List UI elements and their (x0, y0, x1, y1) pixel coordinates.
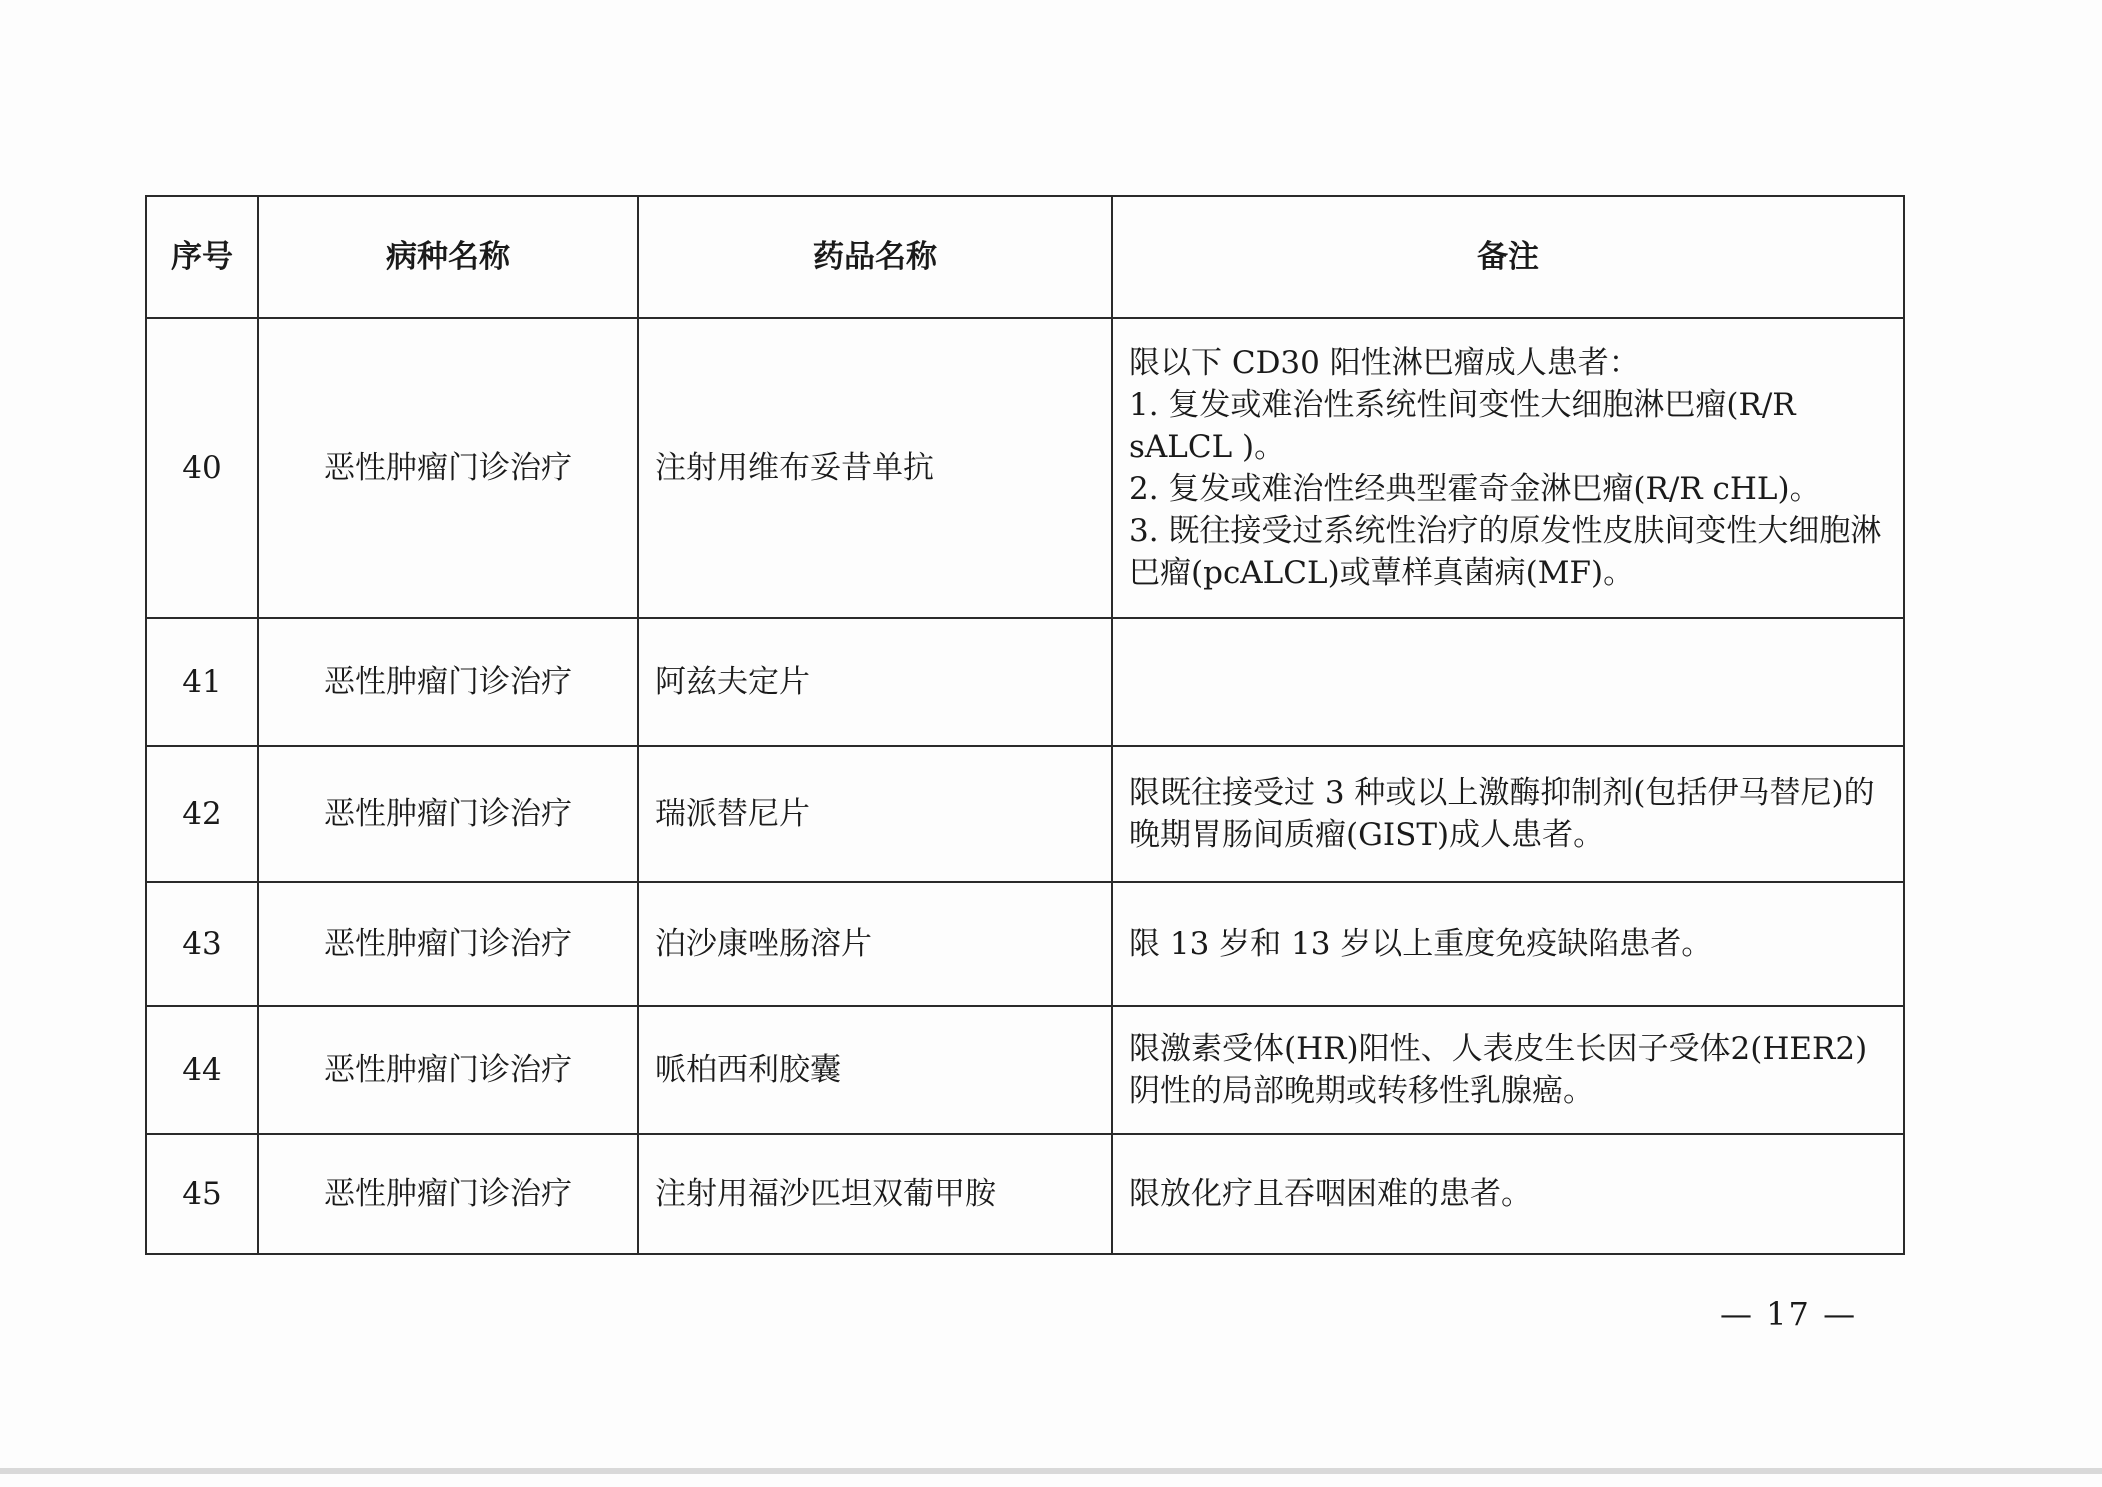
row-disease: 恶性肿瘤门诊治疗 (258, 882, 638, 1006)
table-row (146, 882, 1904, 1006)
table-row (146, 318, 1904, 618)
row-no: 40 (146, 318, 258, 618)
note-line: 3. 既往接受过系统性治疗的原发性皮肤间变性大细胞淋巴瘤(pcALCL)或蕈样真菌病(MF)。 (1129, 513, 1882, 591)
note-line: 限以下 CD30 阳性淋巴瘤成人患者： (1129, 345, 1640, 381)
row-no: 42 (146, 746, 258, 882)
table-row (146, 1134, 1904, 1254)
row-notes (1112, 1134, 1904, 1254)
row-disease: 恶性肿瘤门诊治疗 (258, 1134, 638, 1254)
note-line: 1. 复发或难治性系统性间变性大细胞淋巴瘤(R/R sALCL )。 (1129, 387, 1796, 465)
table-header-row (146, 196, 1904, 318)
note-line: 限 13 岁和 13 岁以上重度免疫缺陷患者。 (1129, 926, 1713, 962)
row-no: 43 (146, 882, 258, 1006)
row-drug: 瑞派替尼片 (638, 746, 1112, 882)
note-line: 限放化疗且吞咽困难的患者。 (1129, 1176, 1532, 1212)
table-row (146, 618, 1904, 746)
row-drug: 泊沙康唑肠溶片 (638, 882, 1112, 1006)
drug-table (145, 195, 1905, 1255)
row-notes (1112, 1006, 1904, 1134)
row-disease: 恶性肿瘤门诊治疗 (258, 746, 638, 882)
note-line: 限既往接受过 3 种或以上激酶抑制剂(包括伊马替尼)的晚期胃肠间质瘤(GIST)成人患者。 (1129, 775, 1875, 853)
scan-edge-shadow (0, 1468, 2102, 1474)
row-notes (1112, 882, 1904, 1006)
row-notes (1112, 618, 1904, 746)
row-disease: 恶性肿瘤门诊治疗 (258, 1006, 638, 1134)
header-disease: 病种名称 (258, 196, 638, 318)
note-line: 2. 复发或难治性经典型霍奇金淋巴瘤(R/R cHL)。 (1129, 471, 1821, 507)
row-no: 41 (146, 618, 258, 746)
row-no: 44 (146, 1006, 258, 1134)
header-drug: 药品名称 (638, 196, 1112, 318)
row-drug: 哌柏西利胶囊 (638, 1006, 1112, 1134)
note-line: 限激素受体(HR)阳性、人表皮生长因子受体2(HER2)阴性的局部晚期或转移性乳腺癌。 (1129, 1031, 1868, 1109)
row-notes (1112, 318, 1904, 618)
page-number: — 17 — (1720, 1295, 1858, 1333)
row-drug: 注射用维布妥昔单抗 (638, 318, 1112, 618)
table-row (146, 746, 1904, 882)
table-row (146, 1006, 1904, 1134)
row-disease: 恶性肿瘤门诊治疗 (258, 318, 638, 618)
row-no: 45 (146, 1134, 258, 1254)
row-drug: 阿兹夫定片 (638, 618, 1112, 746)
header-no: 序号 (146, 196, 258, 318)
row-notes (1112, 746, 1904, 882)
header-notes: 备注 (1112, 196, 1904, 318)
row-disease: 恶性肿瘤门诊治疗 (258, 618, 638, 746)
row-drug: 注射用福沙匹坦双葡甲胺 (638, 1134, 1112, 1254)
